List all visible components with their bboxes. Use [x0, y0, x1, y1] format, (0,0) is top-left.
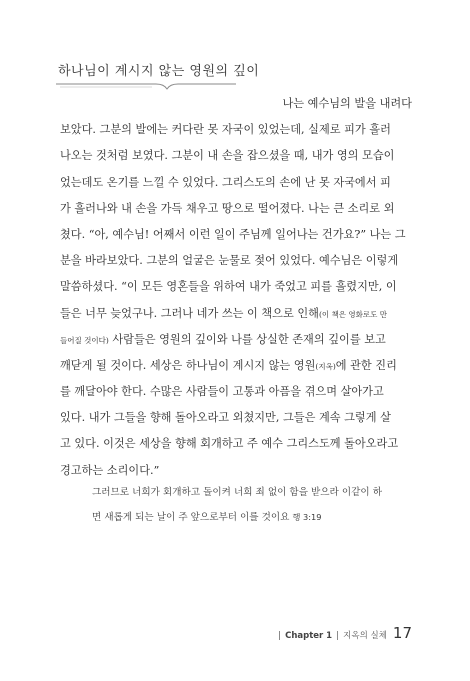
body-line-tail: 에 관한 진리 [335, 358, 397, 372]
body-line: 있다. 내가 그들을 향해 돌아오라고 외쳤지만, 그들은 계속 그렇게 살 [60, 411, 391, 425]
body-line: 말씀하셨다. “이 모든 영혼들을 위하여 내가 죽었고 피를 흘렸지만, 이 [60, 280, 397, 294]
body-line: 보았다. 그분의 발에는 커다란 못 자국이 있었는데, 실제로 피가 흘러 [60, 123, 391, 137]
body-line: 나오는 것처럼 보였다. 그분이 내 손을 잡으셨을 때, 내가 영의 모습이 [60, 149, 395, 163]
chapter-title: 지옥의 실체 [343, 631, 387, 641]
verse-line-with-ref [92, 505, 412, 530]
body-line: 고 있다. 이것은 세상을 향해 회개하고 주 예수 그리스도께 돌아오라고 [60, 437, 399, 451]
body-line: 가 흘러나와 내 손을 가득 채우고 땅으로 떨어졌다. 나는 큰 소리로 외 [60, 201, 395, 215]
footer-divider: | [336, 631, 340, 641]
body-line-with-note [60, 327, 412, 353]
body-line-with-note [60, 301, 412, 327]
section-title: 하나님이 계시지 않는 영원의 깊이 [58, 64, 260, 79]
body-line: 경고하는 소리이다.” [60, 463, 160, 477]
body-line: 분을 바라보았다. 그분의 얼굴은 눈물로 젖어 있었다. 예수님은 이렇게 [60, 254, 399, 268]
body-line: 깨닫게 될 것이다. 세상은 하나님이 계시지 않는 영원 [60, 358, 316, 372]
body-line: 사람들은 영원의 깊이와 나를 상실한 존재의 깊이를 보고 [112, 332, 386, 346]
verse-reference: 행 3:19 [292, 512, 322, 522]
verse-line: 그러므로 너희가 회개하고 돌이켜 너희 죄 없이 함을 받으라 이같이 하 [92, 487, 382, 498]
chapter-label: Chapter 1 [285, 631, 333, 641]
inline-note: (이 책은 영화로도 만 [318, 309, 388, 319]
verse-line: 면 새롭게 되는 날이 주 앞으로부터 이를 것이요 [92, 512, 290, 523]
inline-note: (지옥) [315, 361, 336, 371]
body-line: 를 깨달아야 한다. 수많은 사람들이 고통과 아픔을 겪으며 살아가고 [60, 385, 384, 399]
scripture-quote [92, 480, 412, 530]
body-line-with-note [60, 353, 412, 379]
page-footer [278, 624, 412, 642]
footer-bar: | [278, 631, 282, 641]
body-line: 나는 예수님의 발을 내려다 [282, 97, 412, 110]
inline-note: 들어질 것이다) [60, 335, 109, 345]
body-line: 들은 너무 늦었구나. 그러나 네가 쓰는 이 책으로 인해 [60, 306, 319, 320]
page-number: 17 [392, 624, 412, 642]
body-text [60, 91, 412, 484]
body-line: 쳤다. “아, 예수님! 어째서 이런 일이 주님께 일어나는 건가요?” 나는 그 [60, 227, 406, 241]
body-line: 었는데도 온기를 느낄 수 있었다. 그리스도의 손에 난 못 자국에서 피 [60, 175, 391, 189]
